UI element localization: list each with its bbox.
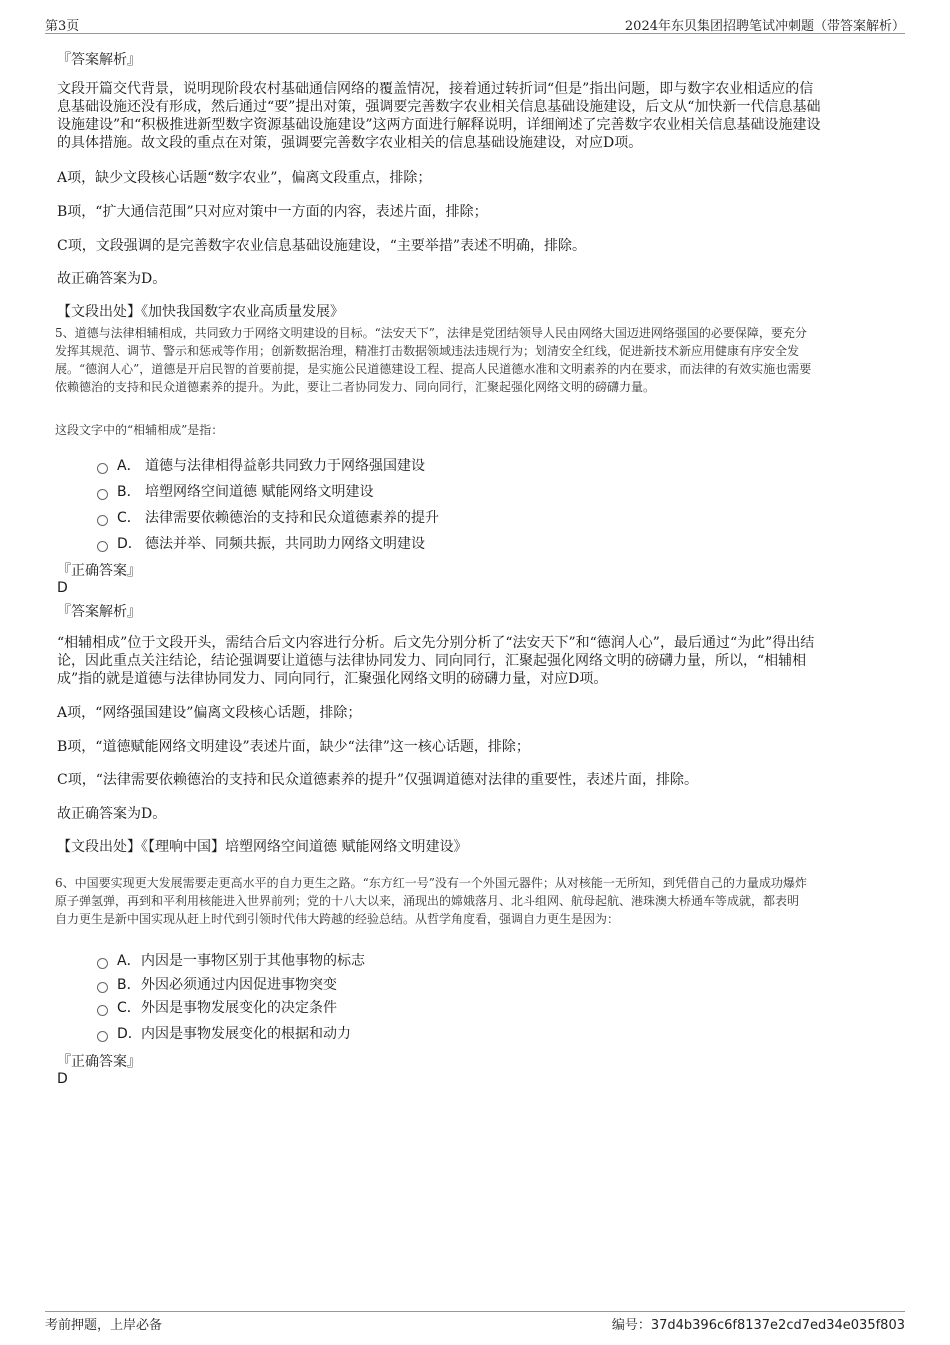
radio-icon[interactable] (97, 489, 108, 500)
page-number: 第3页 (45, 19, 80, 34)
radio-icon[interactable] (97, 463, 108, 474)
option-b[interactable] (97, 974, 337, 994)
option-b-explanation: B项，“扩大通信范围”只对应对策中一方面的内容，表述片面，排除； (57, 204, 488, 220)
option-a-explanation: A项，缺少文段核心话题“数字农业”，偏离文段重点，排除； (57, 170, 432, 186)
radio-icon[interactable] (97, 541, 108, 552)
analysis-line: 成”指的就是道德与法律协同发力、同向同行，汇聚强化网络文明的磅礴力量，对应D项。 (57, 671, 608, 687)
option-a-explanation: A项，“网络强国建设”偏离文段核心话题，排除； (57, 705, 362, 721)
option-letter: D． (117, 1026, 142, 1042)
radio-icon[interactable] (97, 1005, 108, 1016)
option-c[interactable] (97, 997, 337, 1017)
code-value: 37d4b396c6f8137e2cd7ed34e035f803 (650, 1318, 905, 1333)
option-letter: B． (117, 484, 141, 500)
radio-icon[interactable] (97, 515, 108, 526)
option-c-explanation: C项，“法律需要依赖德治的支持和民众道德素养的提升”仅强调道德对法律的重要性，表述片面，排除。 (57, 772, 699, 788)
analysis-line: “相辅相成”位于文段开头，需结合后文内容进行分析。后文先分别分析了“法安天下”和“德润人心”，最后通过“为此”得出结 (57, 635, 815, 651)
analysis-line: 息基础设施还没有形成，然后通过“要”提出对策，强调要完善数字农业相关信息基础设施建设，后文从“加快新一代信息基础 (57, 99, 821, 115)
option-c-explanation: C项，文段强调的是完善数字农业信息基础设施建设，“主要举措”表述不明确，排除。 (57, 238, 587, 254)
header-divider (45, 33, 905, 34)
radio-icon[interactable] (97, 982, 108, 993)
footer-slogan: 考前押题，上岸必备 (45, 1318, 163, 1333)
option-b[interactable] (97, 481, 373, 501)
option-c[interactable] (97, 507, 439, 527)
source-citation: 【文段出处】《加快我国数字农业高质量发展》 (57, 304, 344, 320)
analysis-paragraph (57, 80, 887, 152)
analysis-line: 论，因此重点关注结论，结论强调要让道德与法律协同发力、同向同行，汇聚起强化网络文明的磅礴力量，所以，“相辅相 (57, 653, 807, 669)
answer-analysis-label: 『答案解析』 (57, 604, 141, 620)
question-5-text (55, 324, 897, 396)
analysis-line: 设施建设”和“积极推进新型数字资源基础设施建设”这两方面进行解释说明，详细阐述了完善数字农业相关信息基础设施建设 (57, 117, 821, 133)
question-line: 原子弹氢弹，再到和平利用核能进入世界前列；党的十八大以来，涌现出的嫦娥落月、北斗组网、航母起航、港珠澳大桥通车等成就，都表明 (55, 894, 800, 908)
option-letter: C． (117, 1000, 141, 1016)
option-text: 法律需要依赖德治的支持和民众道德素养的提升 (145, 510, 439, 526)
option-text: 外因是事物发展变化的决定条件 (141, 1000, 337, 1016)
correct-answer: D (57, 580, 68, 596)
question-line: 5、道德与法律相辅相成，共同致力于网络文明建设的目标。“法安天下”，法律是党团结领导人民由网络大国迈进网络强国的必要保障，要充分 (55, 326, 807, 340)
correct-answer-label: 『正确答案』 (57, 1054, 141, 1070)
conclusion: 故正确答案为D。 (57, 806, 167, 822)
analysis-line: 文段开篇交代背景，说明现阶段农村基础通信网络的覆盖情况，接着通过转折词“但是”指出问题，即与数字农业相适应的信 (57, 81, 814, 97)
option-text: 德法并举、同频共振，共同助力网络文明建设 (145, 536, 425, 552)
option-text: 内因是事物发展变化的根据和动力 (141, 1026, 351, 1042)
radio-icon[interactable] (97, 1031, 108, 1042)
answer-analysis-label: 『答案解析』 (57, 52, 141, 68)
option-d[interactable] (97, 1023, 351, 1043)
option-letter: B． (117, 977, 141, 993)
document-title: 2024年东贝集团招聘笔试冲刺题（带答案解析） (624, 19, 905, 34)
option-b-explanation: B项，“道德赋能网络文明建设”表述片面，缺少“法律”这一核心话题，排除； (57, 739, 530, 755)
document-code (612, 1314, 905, 1333)
option-text: 培塑网络空间道德 赋能网络文明建设 (145, 484, 374, 500)
correct-answer-label: 『正确答案』 (57, 563, 141, 579)
option-a[interactable] (97, 455, 425, 475)
analysis-line: 的具体措施。故文段的重点在对策，强调要完善数字农业相关的信息基础设施建设，对应D项。 (57, 135, 643, 151)
question-6-text (55, 874, 897, 928)
code-label: 编号： (611, 1318, 651, 1333)
option-a[interactable] (97, 950, 365, 970)
option-letter: D． (117, 536, 142, 552)
option-letter: A． (117, 953, 141, 969)
option-letter: C． (117, 510, 141, 526)
option-text: 外因必须通过内因促进事物突变 (141, 977, 337, 993)
question-line: 展。“德润人心”，道德是开启民智的首要前提，是实施公民道德建设工程、提高人民道德水准和文明素养的内在要求，而法律的有效实施也需要 (55, 362, 812, 376)
correct-answer: D (57, 1071, 68, 1087)
option-d[interactable] (97, 533, 425, 553)
option-text: 内因是一事物区别于其他事物的标志 (141, 953, 365, 969)
question-line: 自力更生是新中国实现从赶上时代到引领时代伟大跨越的经验总结。从哲学角度看，强调自力更生是因为： (55, 912, 620, 926)
radio-icon[interactable] (97, 958, 108, 969)
conclusion: 故正确答案为D。 (57, 271, 167, 287)
question-line: 发挥其规范、调节、警示和惩戒等作用；创新数据治理，精准打击数据领域违法违规行为；划清安全红线，促进新技术新应用健康有序安全发 (55, 344, 800, 358)
option-text: 道德与法律相得益彰共同致力于网络强国建设 (145, 458, 425, 474)
source-citation: 【文段出处】《【理响中国】培塑网络空间道德 赋能网络文明建设》 (57, 839, 468, 855)
question-line: 依赖德治的支持和民众道德素养的提升。为此，要让二者协同发力、同向同行，汇聚起强化网络文明的磅礴力量。 (55, 380, 656, 394)
question-line: 6、中国要实现更大发展需要走更高水平的自力更生之路。“东方红一号”没有一个外国元器件；从对核能一无所知，到凭借自己的力量成功爆炸 (55, 876, 807, 890)
question-stem: 这段文字中的“相辅相成”是指： (55, 423, 224, 437)
option-letter: A． (117, 458, 141, 474)
footer-divider (45, 1311, 905, 1312)
analysis-paragraph (57, 634, 887, 688)
